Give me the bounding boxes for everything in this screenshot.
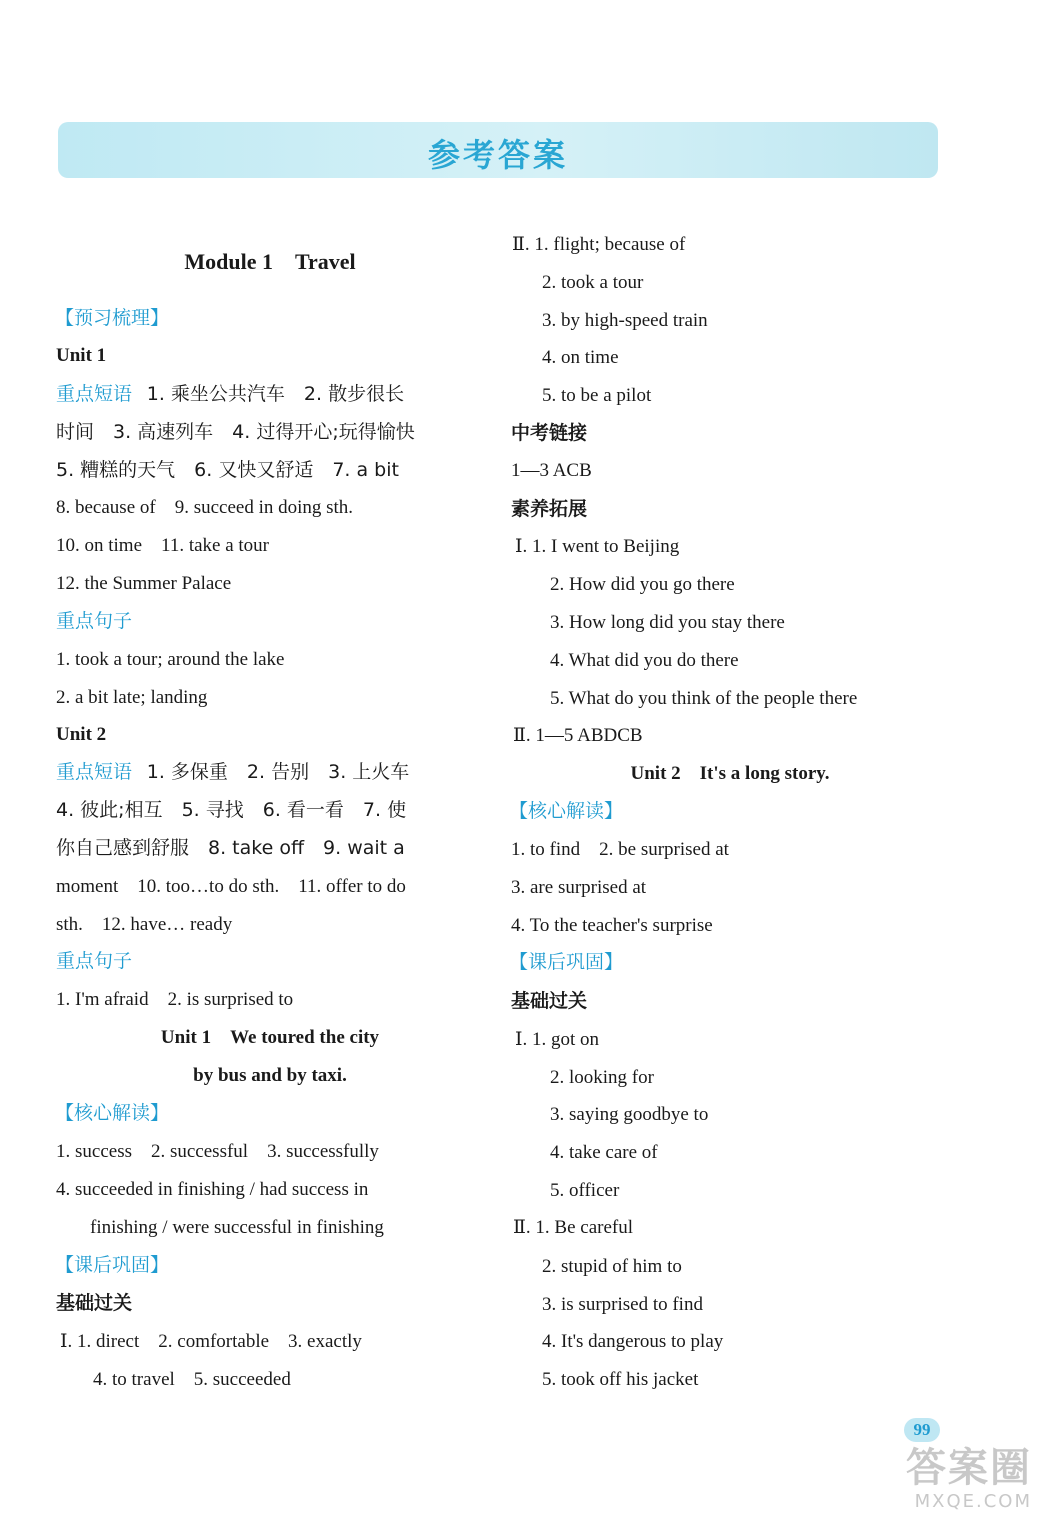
u1-phrases-line-2: 时间 3. 高速列车 4. 过得开心;玩得愉快 [56, 421, 415, 443]
expand-line-4: 4. What did you do there [550, 650, 739, 671]
watermark [862, 1445, 1032, 1512]
basic-line-9: 4. It's dangerous to play [542, 1331, 724, 1352]
key-phrases-label: 重点短语 [56, 761, 133, 783]
basic-line-2: 4. to travel 5. succeeded [93, 1369, 291, 1390]
unit2-lesson-title: Unit 2 It's a long story. [630, 763, 830, 784]
basic-line-1: Ⅰ. 1. direct 2. comfortable 3. exactly [60, 1331, 362, 1352]
title-banner [58, 122, 938, 178]
core-line-2: 4. succeeded in finishing / had success in [56, 1179, 369, 1200]
basic-label: 基础过关 [511, 990, 588, 1012]
basic-line-5: 5. officer [550, 1180, 620, 1201]
expand-line-6: Ⅱ. 1—5 ABDCB [513, 725, 643, 746]
expand-label: 素养拓展 [511, 498, 588, 520]
core-line-1: 1. success 2. successful 3. successfully [56, 1141, 379, 1162]
basic-line-8: 3. is surprised to find [542, 1294, 703, 1315]
unit2-heading: Unit 2 [56, 724, 107, 745]
basic-line-1: Ⅰ. 1. got on [515, 1029, 600, 1050]
expand-line-1: Ⅰ. 1. I went to Beijing [515, 536, 680, 557]
core-section-tag: 【核心解读】 [509, 800, 624, 822]
u2-phrases-line-1: 重点短语 1. 多保重 2. 告别 3. 上火车 [56, 761, 410, 783]
basic-line-2: 2. looking for [550, 1067, 654, 1088]
basic-line-7: 2. stupid of him to [542, 1256, 682, 1277]
watermark-main-text: 答案圈 [906, 1445, 1032, 1491]
key-sentences-label: 重点句子 [56, 950, 133, 972]
u2-phrases-line-4: moment 10. too…to do sth. 11. offer to do [56, 876, 406, 897]
basic-line-4: 4. take care of [550, 1142, 658, 1163]
after-class-section-tag: 【课后巩固】 [55, 1254, 170, 1276]
basic-line-6: Ⅱ. 1. Be careful [513, 1217, 634, 1238]
expand-line-3: 3. How long did you stay there [550, 612, 785, 633]
expand-line-5: 5. What do you think of the people there [550, 688, 858, 709]
u1-phrases-line-5: 10. on time 11. take a tour [56, 535, 269, 556]
preview-section-tag: 【预习梳理】 [55, 307, 170, 329]
core-line-3: 4. To the teacher's surprise [511, 915, 713, 936]
r-line-1: Ⅱ. 1. flight; because of [512, 234, 686, 255]
key-sentences-label: 重点句子 [56, 610, 133, 632]
core-line-1: 1. to find 2. be surprised at [511, 839, 729, 860]
r-line-3: 3. by high-speed train [542, 310, 708, 331]
r-line-4: 4. on time [542, 347, 619, 368]
u1-sentence-2: 2. a bit late; landing [56, 687, 208, 708]
page-number-badge: 99 [904, 1418, 940, 1442]
exam-link-answers: 1—3 ACB [511, 460, 592, 481]
basic-label: 基础过关 [56, 1292, 133, 1314]
watermark-url-text: MXQE.COM [914, 1491, 1032, 1512]
u1-phrases-line-4: 8. because of 9. succeed in doing sth. [56, 497, 354, 518]
u2-phrases-line-3: 你自己感到舒服 8. take off 9. wait a [56, 837, 405, 859]
exam-link-label: 中考链接 [511, 422, 588, 444]
after-class-section-tag: 【课后巩固】 [509, 951, 624, 973]
u1-sentence-1: 1. took a tour; around the lake [56, 649, 285, 670]
r-line-5: 5. to be a pilot [542, 385, 652, 406]
key-phrases-label: 重点短语 [56, 383, 133, 405]
lesson-title-line-2: by bus and by taxi. [193, 1065, 347, 1086]
u1-phrases-line-3: 5. 糟糕的天气 6. 又快又舒适 7. a bit [56, 459, 399, 481]
u1-phrases-line-1: 重点短语 1. 乘坐公共汽车 2. 散步很长 [56, 383, 405, 405]
page-title: 参考答案 [427, 136, 568, 174]
u1-phrases-line-6: 12. the Summer Palace [56, 573, 232, 594]
unit1-heading: Unit 1 [56, 345, 107, 366]
u2-phrases-line-5: sth. 12. have… ready [56, 914, 233, 935]
lesson-title-line-1: Unit 1 We toured the city [160, 1027, 380, 1048]
core-section-tag: 【核心解读】 [55, 1102, 170, 1124]
core-line-3: finishing / were successful in finishing [90, 1217, 384, 1238]
u2-phrases-line-2: 4. 彼此;相互 5. 寻找 6. 看一看 7. 使 [56, 799, 407, 821]
basic-line-10: 5. took off his jacket [542, 1369, 699, 1390]
basic-line-3: 3. saying goodbye to [550, 1104, 709, 1125]
module-title: Module 1 Travel [184, 249, 356, 274]
u2-sentence-1: 1. I'm afraid 2. is surprised to [56, 989, 294, 1010]
core-line-2: 3. are surprised at [511, 877, 647, 898]
r-line-2: 2. took a tour [542, 272, 644, 293]
expand-line-2: 2. How did you go there [550, 574, 735, 595]
